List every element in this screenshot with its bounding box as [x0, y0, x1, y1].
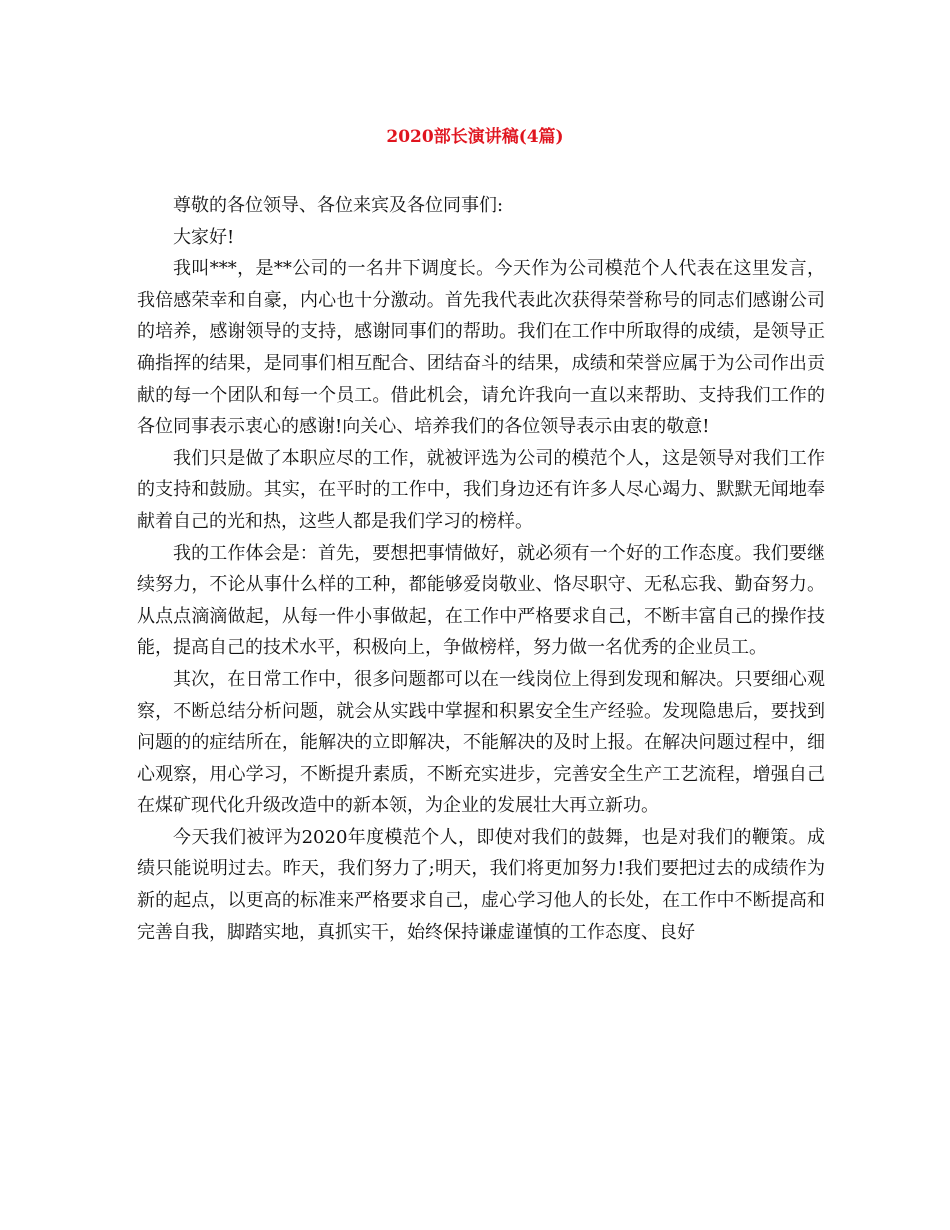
paragraph-experience-second: 其次，在日常工作中，很多问题都可以在一线岗位上得到发现和解决。只要细心观察，不断总结分析问题，就会从实践中掌握和积累安全生产经验。发现隐患后，要找到问题的的症结所在，能解决的立即解决，不能解决的及时上报。在解决问题过程中，细心观察，用心学习，不断提升素质，不断充实进步，完善安全生产工艺流程，增强自己在煤矿现代化升级改造中的新本领，为企业的发展壮大再立新功。 — [137, 668, 825, 817]
paragraph-hello: 大家好! — [173, 226, 235, 248]
paragraph-greeting: 尊敬的各位领导、各位来宾及各位同事们: — [173, 195, 504, 216]
document-title: 2020部长演讲稿(4篇) — [386, 127, 564, 147]
paragraph-conclusion: 今天我们被评为2020年度模范个人，即使对我们的鼓舞，也是对我们的鞭策。成绩只能说明过去。昨天，我们努力了;明天，我们将更加努力!我们要把过去的成绩作为新的起点，以更高的标准来严格要求自己，虚心学习他人的长处，在工作中不断提高和完善自我，脚踏实地，真抓实干，始终保持谦虚谨慎的工作态度、良好 — [137, 826, 825, 943]
paragraph-experience-first: 我的工作体会是：首先，要想把事情做好，就必须有一个好的工作态度。我们要继续努力，不论从事什么样的工种，都能够爱岗敬业、恪尽职守、无私忘我、勤奋努力。从点点滴滴做起，从每一件小事做起，在工作中严格要求自己，不断丰富自己的操作技能，提高自己的技术水平，积极向上，争做榜样，努力做一名优秀的企业员工。 — [137, 542, 825, 659]
document-body — [137, 190, 825, 948]
paragraph-duty: 我们只是做了本职应尽的工作，就被评选为公司的模范个人，这是领导对我们工作的支持和鼓励。其实，在平时的工作中，我们身边还有许多人尽心竭力、默默无闻地奉献着自己的光和热，这些人都是我们学习的榜样。 — [137, 447, 825, 532]
paragraph-introduction: 我叫***，是**公司的一名井下调度长。今天作为公司模范个人代表在这里发言，我倍感荣幸和自豪，内心也十分激动。首先我代表此次获得荣誉称号的同志们感谢公司的培养，感谢领导的支持，感谢同事们的帮助。我们在工作中所取得的成绩，是领导正确指挥的结果，是同事们相互配合、团结奋斗的结果，成绩和荣誉应属于为公司作出贡献的每一个团队和每一个员工。借此机会，请允许我向一直以来帮助、支持我们工作的各位同事表示衷心的感谢!向关心、培养我们的各位领导表示由衷的敬意! — [137, 258, 825, 438]
